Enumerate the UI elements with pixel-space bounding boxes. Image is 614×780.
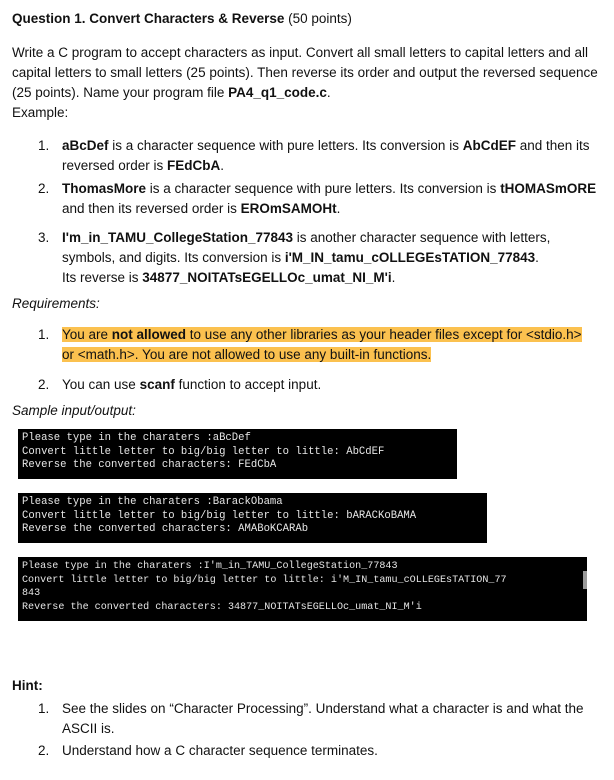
hint-item-1: 1. See the slides on “Character Processing”. Understand what a character is and what the ASCII is. [38, 701, 584, 736]
example-item-3: 3. I'm_in_TAMU_CollegeStation_77843 is another character sequence with letters, symbols, and digits. Its conversion is i'M_IN_tamu_cOLLEGEsTATION_77843. Its reverse is 34877_NOITATsEGELLOc_umat_NI_M'i. [38, 230, 551, 285]
example-label: Example: [12, 105, 69, 120]
program-filename: PA4_q1_code.c [228, 85, 327, 100]
highlighted-text: You are not allowed to use any other libraries as your header files except for <stdio.h> [62, 327, 582, 342]
question-title: Question 1. Convert Characters & Reverse (50 points) [12, 11, 352, 26]
console-output-2: Please type in the charaters :BarackObama Convert little letter to big/big letter to little: bARACKoBAMA Reverse the converted characters: AMABoKCARAb [18, 493, 487, 543]
intro-paragraph: Write a C program to accept characters as input. Convert all small letters to capital letters and all capital letters to small letters (25 points). Then reverse its order and output the reversed sequence (25 points). Name your program file PA4_q1_code.c. [12, 45, 598, 100]
console-output-1: Please type in the charaters :aBcDef Convert little letter to big/big letter to little: AbCdEF Reverse the converted characters: FEdCbA [18, 429, 457, 479]
example-item-1: 1. aBcDef is a character sequence with pure letters. Its conversion is AbCdEF and then its reversed order is FEdCbA. [38, 138, 590, 173]
sample-label: Sample input/output: [12, 403, 136, 418]
hint-item-2: 2. Understand how a C character sequence terminates. [38, 743, 378, 758]
requirement-item-1: 1. You are not allowed to use any other libraries as your header files except for <stdio.h> or <math.h>. You are not allowed to use any built-in functions. [38, 327, 582, 362]
console-output-3: Please type in the charaters :I'm_in_TAMU_CollegeStation_77843 Convert little letter to big/big letter to little: i'M_IN_tamu_cOLLEGEsTATION_77 843 Reverse the converted characters: 34877_NOITATsEGELLOc_umat_NI_M'i [18, 557, 587, 621]
requirements-label: Requirements: [12, 296, 100, 311]
highlighted-text: or <math.h>. You are not allowed to use any built-in functions. [62, 347, 432, 362]
requirement-item-2: 2. You can use scanf function to accept input. [38, 377, 322, 392]
hint-label: Hint: [12, 678, 43, 693]
console-scrollbar[interactable] [583, 571, 587, 589]
example-item-2: 2. ThomasMore is a character sequence with pure letters. Its conversion is tHOMASmORE and then its reversed order is EROmSAMOHt. [38, 181, 597, 216]
